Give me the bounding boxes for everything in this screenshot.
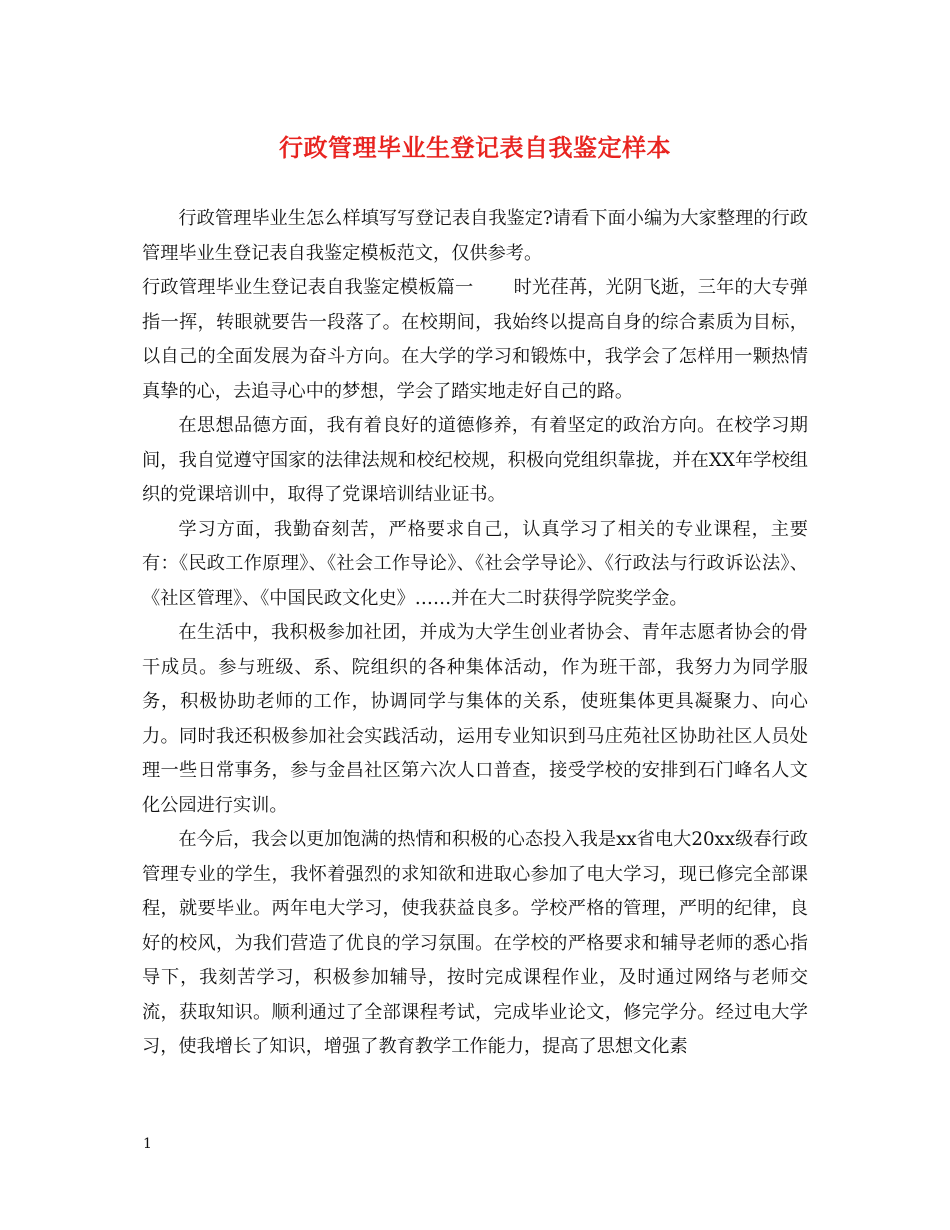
future-paragraph: 在今后，我会以更加饱满的热情和积极的心态投入我是xx省电大20xx级春行政管理专业的学生，我怀着强烈的求知欲和进取心参加了电大学习，现已修完全部课程，就要毕业。两年电大学习，使我获益良多。学校严格的管理，严明的纪律，良好的校风，为我们营造了优良的学习氛围。在学校的严格要求和辅导老师的悉心指导下，我刻苦学习，积极参加辅导，按时完成课程作业，及时通过网络与老师交流，获取知识。顺利通过了全部课程考试，完成毕业论文，修完学分。经过电大学习，使我增长了知识，增强了教育教学工作能力，提高了思想文化素 [142, 829, 808, 1057]
template-paragraph [142, 271, 808, 409]
morality-paragraph: 在思想品德方面，我有着良好的道德修养，有着坚定的政治方向。在校学习期间，我自觉遵守国家的法律法规和校纪校规，积极向党组织靠拢，并在XX年学校组织的党课培训中，取得了党课培训结业证书。 [142, 415, 808, 505]
template-heading: 行政管理毕业生登记表自我鉴定模板篇一 [142, 277, 474, 298]
study-paragraph: 学习方面，我勤奋刻苦，严格要求自己，认真学习了相关的专业课程，主要有：《民政工作原理》、《社会工作导论》、《社会学导论》、《行政法与行政诉讼法》、《社区管理》、《中国民政文化史》……并在大二时获得学院奖学金。 [142, 518, 808, 609]
life-paragraph: 在生活中，我积极参加社团，并成为大学生创业者协会、青年志愿者协会的骨干成员。参与班级、系、院组织的各种集体活动，作为班干部，我努力为同学服务，积极协助老师的工作，协调同学与集体的关系，使班集体更具凝聚力、向心力。同时我还积极参加社会实践活动，运用专业知识到马庄苑社区协助社区人员处理一些日常事务，参与金昌社区第六次人口普查，接受学校的安排到石门峰名人文化公园进行实训。 [142, 622, 808, 816]
page-number: 1 [143, 1136, 152, 1152]
intro-paragraph: 行政管理毕业生怎么样填写写登记表自我鉴定?请看下面小编为大家整理的行政管理毕业生登记表自我鉴定模板范文，仅供参考。 [142, 208, 808, 264]
document-title: 行政管理毕业生登记表自我鉴定样本 [279, 133, 671, 162]
document-body [142, 202, 808, 1065]
template-body: 时光荏苒，光阴飞逝，三年的大专弹指一挥，转眼就要告一段落了。在校期间，我始终以提高自身的综合素质为目标，以自己的全面发展为奋斗方向。在大学的学习和锻炼中，我学会了怎样用一颗热情真挚的心，去追寻心中的梦想，学会了踏实地走好自己的路。 [142, 277, 808, 402]
